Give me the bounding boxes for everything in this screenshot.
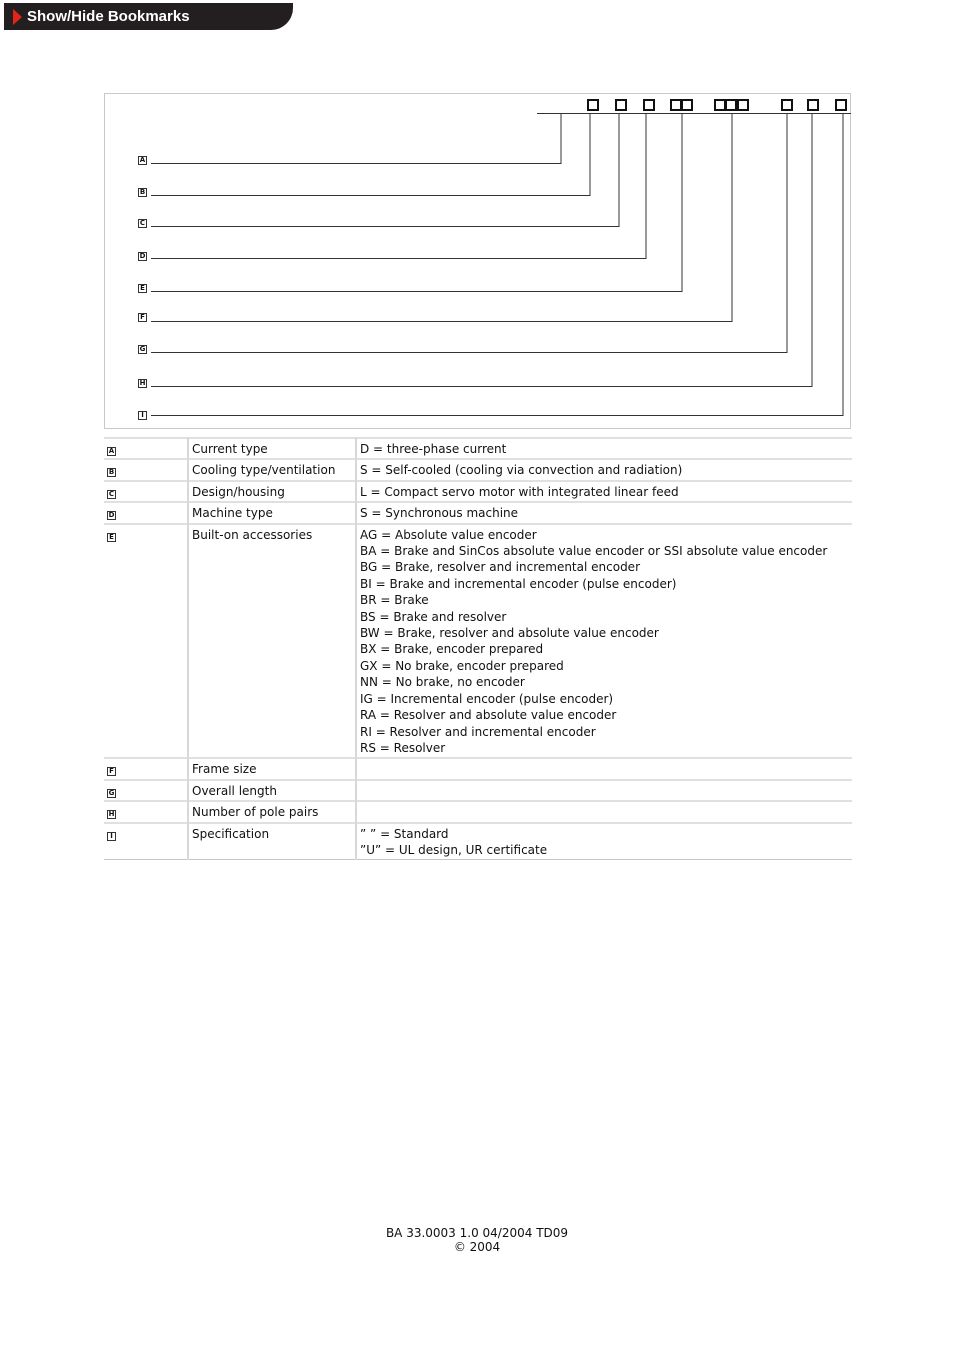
triangle-right-icon	[13, 9, 22, 25]
row-value-line: BA = Brake and SinCos absolute value encoder or SSI absolute value encoder	[360, 544, 828, 559]
row-values	[356, 823, 852, 860]
row-name: Frame size	[188, 758, 356, 779]
row-name: Cooling type/ventilation	[188, 459, 356, 480]
bookmarks-label: Show/Hide Bookmarks	[27, 8, 190, 25]
code-box-d2	[682, 100, 692, 110]
row-letter-cell	[104, 524, 188, 759]
row-name: Design/housing	[188, 481, 356, 502]
table-row	[104, 801, 852, 822]
row-value-line: ”U” = UL design, UR certificate	[360, 842, 548, 857]
row-value-line: RI = Resolver and incremental encoder	[360, 724, 596, 739]
row-name: Overall length	[188, 780, 356, 801]
diagram-letter-g: G	[139, 345, 146, 353]
code-box-e1	[715, 100, 725, 110]
row-value-line: L = Compact servo motor with integrated linear feed	[360, 484, 679, 499]
row-value-line: ” ” = Standard	[360, 826, 449, 841]
row-letter-cell	[104, 823, 188, 860]
copyright: © 2004	[453, 1240, 501, 1254]
row-name: Specification	[188, 823, 356, 860]
row-name: Machine type	[188, 502, 356, 523]
row-value-line: BX = Brake, encoder prepared	[360, 642, 544, 657]
row-letter: I	[107, 832, 116, 841]
diagram-letter-h: H	[139, 379, 146, 387]
diagram-letter-f: F	[138, 313, 147, 322]
row-value-line: RA = Resolver and absolute value encoder	[360, 708, 617, 723]
row-letter: B	[108, 468, 115, 477]
row-values	[356, 758, 852, 779]
table-row	[104, 758, 852, 779]
diagram-letter-i: I	[138, 411, 147, 420]
diagram-letter-d: D	[139, 252, 146, 260]
row-letter-cell	[104, 758, 188, 779]
row-values	[356, 801, 852, 822]
code-box-d1	[671, 100, 681, 110]
row-values	[356, 481, 852, 502]
type-code-diagram	[104, 93, 851, 429]
table-row	[104, 823, 852, 860]
code-box-b	[616, 100, 626, 110]
type-code-lines	[105, 94, 852, 430]
show-hide-bookmarks-button[interactable]	[4, 3, 293, 30]
row-letter: G	[108, 788, 115, 797]
diagram-letter-a: A	[139, 156, 146, 164]
row-value-line: D = three-phase current	[360, 442, 507, 456]
code-box-c	[644, 100, 654, 110]
row-values	[356, 780, 852, 801]
table-row	[104, 780, 852, 801]
row-letter-cell	[104, 438, 188, 459]
row-values	[356, 502, 852, 523]
row-value-line: AG = Absolute value encoder	[360, 527, 537, 542]
row-letter-cell	[104, 481, 188, 502]
row-name: Built-on accessories	[188, 524, 356, 759]
diagram-letter-b: B	[139, 188, 146, 196]
row-value-line: S = Synchronous machine	[360, 506, 519, 521]
table-row	[104, 481, 852, 502]
row-value-line: BI = Brake and incremental encoder (pulse encoder)	[360, 576, 677, 591]
table-row	[104, 438, 852, 459]
diagram-letter-e: E	[138, 284, 147, 293]
doc-reference: BA 33.0003 1.0 04/2004 TD09	[385, 1226, 569, 1240]
diagram-letter-c: C	[139, 219, 146, 227]
code-box-a	[588, 100, 598, 110]
row-letter: A	[108, 447, 115, 455]
row-letter-cell	[104, 780, 188, 801]
row-value-line: RS = Resolver	[360, 740, 446, 755]
type-code-table	[104, 437, 852, 860]
table-row	[104, 502, 852, 523]
row-value-line: GX = No brake, encoder prepared	[360, 658, 564, 673]
row-name: Current type	[188, 438, 356, 459]
row-letter: D	[108, 511, 115, 520]
row-value-line: S = Self-cooled (cooling via convection and radiation)	[360, 463, 683, 478]
row-value-line: BG = Brake, resolver and incremental encoder	[360, 560, 640, 575]
code-box-e2	[726, 100, 736, 110]
code-box-i	[836, 100, 846, 110]
row-letter-cell	[104, 459, 188, 480]
table-row	[104, 459, 852, 480]
row-name: Number of pole pairs	[188, 801, 356, 822]
row-values	[356, 438, 852, 459]
row-value-line: BW = Brake, resolver and absolute value encoder	[360, 626, 659, 641]
row-letter: F	[107, 767, 116, 776]
row-values	[356, 459, 852, 480]
row-value-line: IG = Incremental encoder (pulse encoder)	[360, 691, 614, 706]
row-letter-cell	[104, 801, 188, 822]
code-box-e3	[738, 100, 748, 110]
row-letter: H	[108, 810, 115, 819]
code-box-g	[782, 100, 792, 110]
row-values	[356, 524, 852, 759]
row-value-line: NN = No brake, no encoder	[360, 675, 525, 690]
row-letter: C	[108, 489, 115, 498]
code-box-h	[808, 100, 818, 110]
row-letter: E	[107, 533, 116, 542]
table-row	[104, 524, 852, 759]
row-value-line: BR = Brake	[360, 593, 429, 608]
row-value-line: BS = Brake and resolver	[360, 609, 507, 624]
row-letter-cell	[104, 502, 188, 523]
